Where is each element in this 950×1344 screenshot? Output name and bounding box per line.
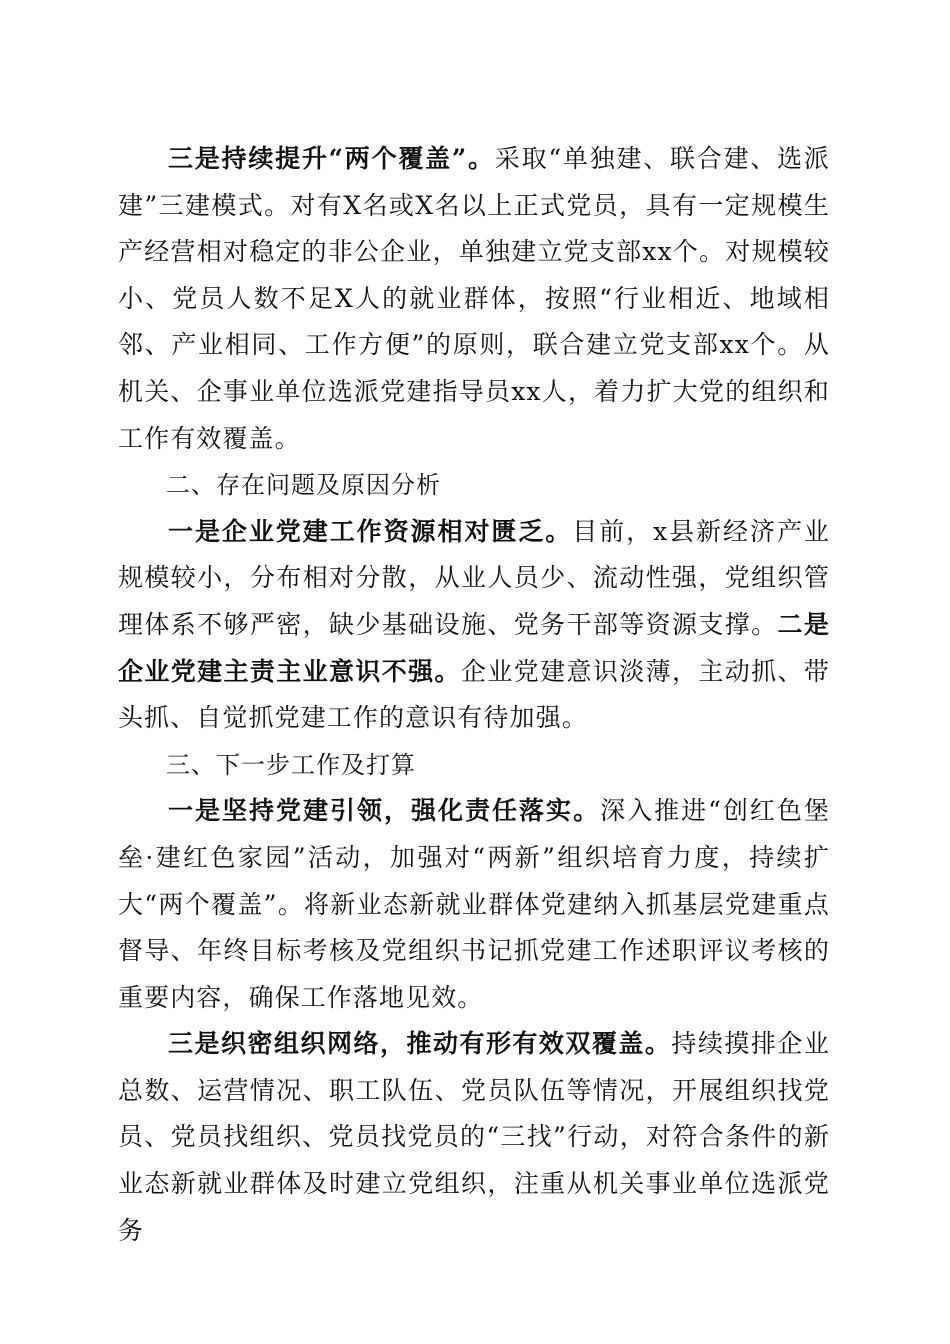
section-heading-next-steps: 三、下一步工作及打算 bbox=[166, 750, 416, 779]
paragraph-problems bbox=[118, 509, 830, 742]
paragraph-body: 深入推进“创红色堡垒·建红色家园”活动，加强对“两新”组织培育力度，持续扩大“两个覆盖”。将新业态新就业群体党建纳入抓基层党建重点督导、年终目标考核及党组织书记抓党建工作述职评议考核的重要内容，确保工作落地见效。 bbox=[118, 796, 830, 1012]
paragraph-lead: 三是持续提升“两个覆盖”。 bbox=[168, 144, 495, 173]
paragraph-lead: 三是织密组织网络，推动有形有效双覆盖。 bbox=[168, 1029, 672, 1059]
paragraph-organization-network bbox=[118, 1021, 830, 1254]
section-heading-problems: 二、存在问题及原因分析 bbox=[166, 471, 441, 500]
paragraph-lead: 一是坚持党建引领，强化责任落实。 bbox=[168, 796, 601, 826]
document-page bbox=[118, 136, 830, 1254]
paragraph-body: 目前，x县新经济产业规模较小，分布相对分散，从业人员少、流动性强，党组织管理体系不够严密，缺少基础设施、党务干部等资源支撑。 bbox=[118, 516, 830, 639]
paragraph-body-second: 企业党建意识淡薄，主动抓、带头抓、自觉抓党建工作的意识有待加强。 bbox=[118, 656, 830, 733]
paragraph-lead-second: 二是企业党建主责主业意识不强。 bbox=[118, 609, 830, 686]
paragraph-lead: 一是企业党建工作资源相对匮乏。 bbox=[168, 516, 573, 546]
paragraph-body: 持续摸排企业总数、运营情况、职工队伍、党员队伍等情况，开展组织找党员、党员找组织、党员找党员的“三找”行动，对符合条件的新业态新就业群体及时建立党组织，注重从机关事业单位选派党务 bbox=[118, 1029, 830, 1245]
paragraph-continuous-coverage bbox=[118, 136, 830, 462]
paragraph-party-leadership bbox=[118, 788, 830, 1021]
paragraph-body: 采取“单独建、联合建、选派建”三建模式。对有X名或X名以上正式党员，具有一定规模生产经营相对稳定的非公企业，单独建立党支部xx个。对规模较小、党员人数不足X人的就业群体，按照“行业相近、地域相邻、产业相同、工作方便”的原则，联合建立党支部xx个。从机关、企事业单位选派党建指导员xx人，着力扩大党的组织和工作有效覆盖。 bbox=[118, 144, 830, 453]
